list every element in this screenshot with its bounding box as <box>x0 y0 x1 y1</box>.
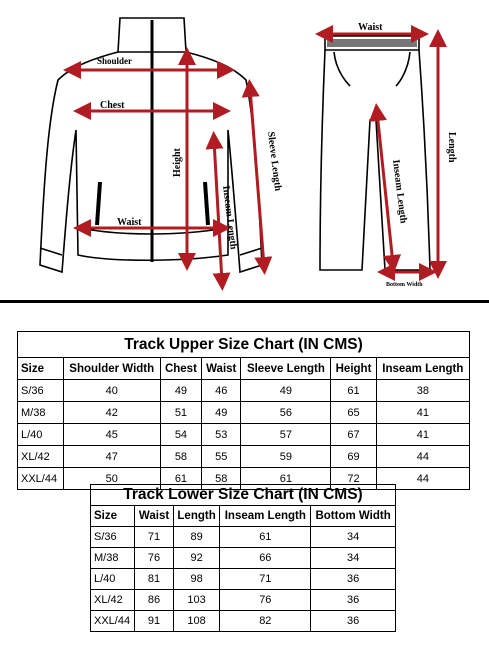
value-cell: 92 <box>173 548 220 569</box>
table-row <box>18 402 470 424</box>
value-cell: 57 <box>241 424 331 446</box>
pant-inseam-label: Inseam Length <box>390 159 409 225</box>
value-cell: 49 <box>241 380 331 402</box>
column-header: Shoulder Width <box>63 358 160 380</box>
jacket-pocket-left <box>97 182 100 225</box>
value-cell: 81 <box>135 569 173 590</box>
value-cell: 40 <box>63 380 160 402</box>
size-cell: L/40 <box>91 569 135 590</box>
value-cell: 58 <box>160 446 201 468</box>
shoulder-label: Shoulder <box>97 56 133 66</box>
column-header: Waist <box>135 506 173 527</box>
table-row <box>18 424 470 446</box>
section-divider <box>0 300 489 303</box>
value-cell: 50 <box>63 468 160 490</box>
column-header: Chest <box>160 358 201 380</box>
value-cell: 86 <box>135 590 173 611</box>
chest-label: Chest <box>100 100 125 111</box>
value-cell: 69 <box>331 446 376 468</box>
value-cell: 47 <box>63 446 160 468</box>
value-cell: 66 <box>220 548 311 569</box>
value-cell: 58 <box>202 468 241 490</box>
value-cell: 34 <box>311 527 396 548</box>
value-cell: 76 <box>220 590 311 611</box>
value-cell: 36 <box>311 590 396 611</box>
column-header: Sleeve Length <box>241 358 331 380</box>
size-cell: S/36 <box>91 527 135 548</box>
value-cell: 38 <box>376 380 469 402</box>
value-cell: 76 <box>135 548 173 569</box>
column-header: Size <box>18 358 64 380</box>
pants-illustration <box>320 36 430 270</box>
table-row <box>18 380 470 402</box>
upper-size-chart <box>17 331 470 490</box>
value-cell: 67 <box>331 424 376 446</box>
value-cell: 91 <box>135 611 173 632</box>
value-cell: 61 <box>331 380 376 402</box>
value-cell: 103 <box>173 590 220 611</box>
column-header: Size <box>91 506 135 527</box>
value-cell: 53 <box>202 424 241 446</box>
value-cell: 82 <box>220 611 311 632</box>
column-header: Waist <box>202 358 241 380</box>
table-row <box>91 569 396 590</box>
height-label: Height <box>172 148 183 177</box>
value-cell: 41 <box>376 402 469 424</box>
inseam-length-label: Inseam Length <box>220 185 239 251</box>
column-header: Bottom Width <box>311 506 396 527</box>
sleeve-length-label: Sleeve Length <box>265 131 284 192</box>
column-header: Length <box>173 506 220 527</box>
column-header: Inseam Length <box>220 506 311 527</box>
value-cell: 55 <box>202 446 241 468</box>
value-cell: 49 <box>160 380 201 402</box>
size-cell: XL/42 <box>18 446 64 468</box>
pant-waist-label: Waist <box>358 22 383 33</box>
value-cell: 65 <box>331 402 376 424</box>
upper-chart-title: Track Upper Size Chart (IN CMS) <box>18 332 470 358</box>
value-cell: 59 <box>241 446 331 468</box>
column-header: Height <box>331 358 376 380</box>
pant-bottom-width-label: Bottom Width <box>386 282 423 288</box>
table-row <box>91 548 396 569</box>
size-cell: L/40 <box>18 424 64 446</box>
value-cell: 45 <box>63 424 160 446</box>
value-cell: 61 <box>160 468 201 490</box>
sleeve-length-arrow <box>250 88 264 266</box>
value-cell: 54 <box>160 424 201 446</box>
value-cell: 108 <box>173 611 220 632</box>
pant-length-label: Length <box>446 132 457 163</box>
size-cell: XL/42 <box>91 590 135 611</box>
value-cell: 44 <box>376 446 469 468</box>
value-cell: 61 <box>241 468 331 490</box>
size-cell: XXL/44 <box>91 611 135 632</box>
value-cell: 36 <box>311 611 396 632</box>
size-cell: S/36 <box>18 380 64 402</box>
value-cell: 61 <box>220 527 311 548</box>
value-cell: 42 <box>63 402 160 424</box>
value-cell: 98 <box>173 569 220 590</box>
size-cell: M/38 <box>18 402 64 424</box>
value-cell: 71 <box>220 569 311 590</box>
table-row <box>91 590 396 611</box>
value-cell: 36 <box>311 569 396 590</box>
value-cell: 89 <box>173 527 220 548</box>
lower-size-chart <box>90 484 396 632</box>
value-cell: 34 <box>311 548 396 569</box>
value-cell: 51 <box>160 402 201 424</box>
value-cell: 41 <box>376 424 469 446</box>
table-row <box>18 446 470 468</box>
lower-chart-title: Track Lower Size Chart (IN CMS) <box>91 485 396 506</box>
value-cell: 44 <box>376 468 469 490</box>
value-cell: 56 <box>241 402 331 424</box>
size-cell: XXL/44 <box>18 468 64 490</box>
value-cell: 49 <box>202 402 241 424</box>
size-cell: M/38 <box>91 548 135 569</box>
table-row <box>91 527 396 548</box>
waist-label: Waist <box>117 217 142 228</box>
value-cell: 72 <box>331 468 376 490</box>
lower-header-row <box>91 506 396 527</box>
value-cell: 46 <box>202 380 241 402</box>
inseam-length-arrow <box>214 140 222 282</box>
garment-measurement-diagram <box>0 0 489 300</box>
column-header: Inseam Length <box>376 358 469 380</box>
jacket-pocket-right <box>205 182 208 225</box>
upper-header-row <box>18 358 470 380</box>
value-cell: 71 <box>135 527 173 548</box>
table-row <box>91 611 396 632</box>
